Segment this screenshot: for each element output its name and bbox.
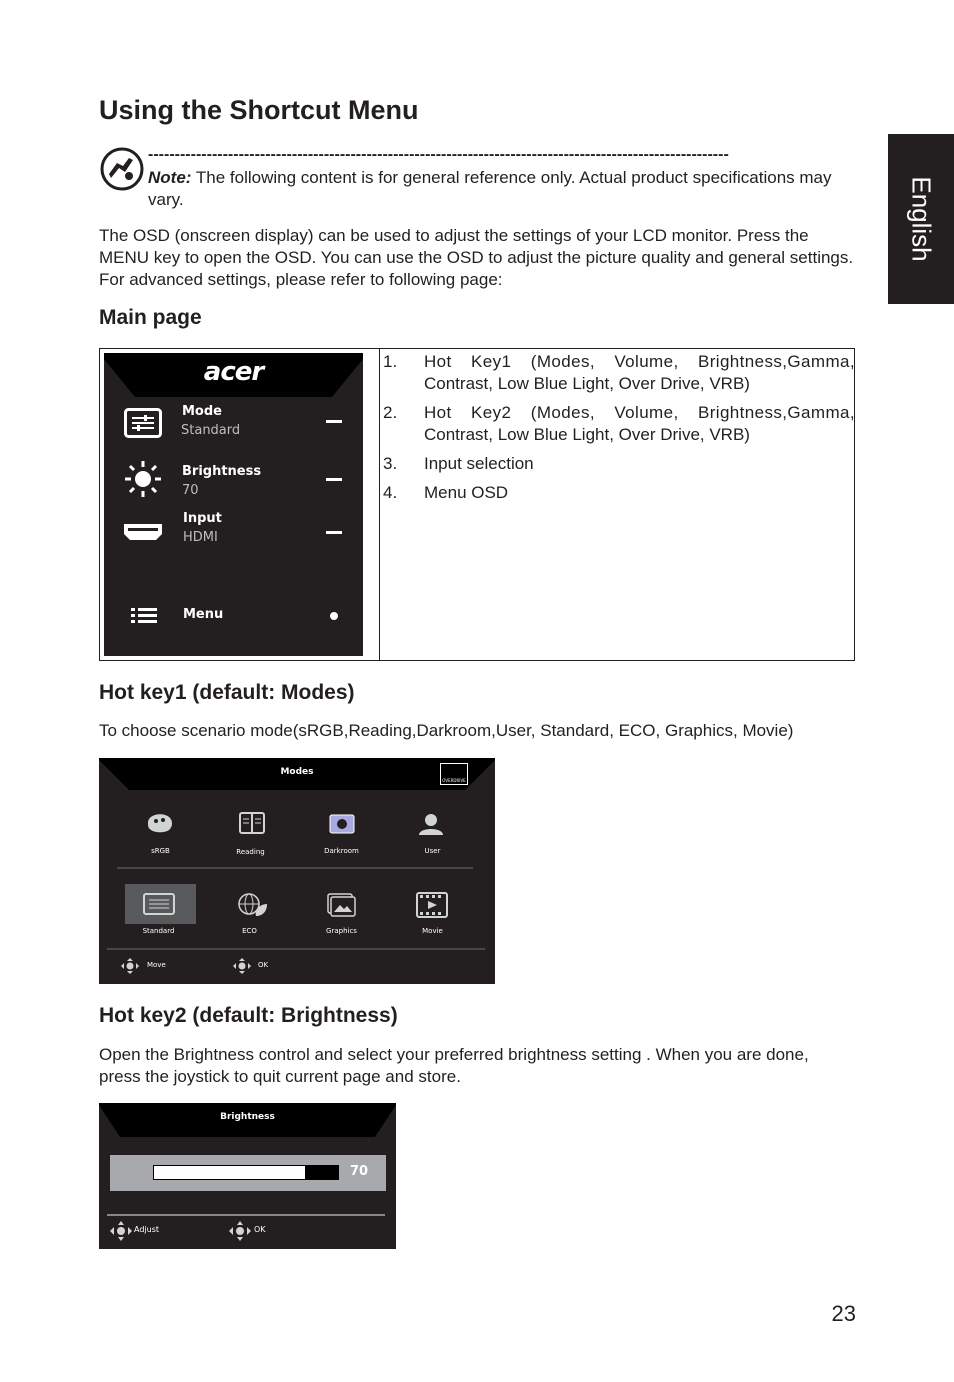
note-body: The following content is for general reference only. Actual product specifications may vary.	[148, 168, 832, 209]
menu-list-icon	[131, 607, 157, 625]
standard-icon	[143, 893, 175, 915]
osd-input-label: Input	[183, 511, 222, 526]
mode-label: ECO	[242, 927, 257, 935]
darkroom-icon	[329, 814, 355, 834]
main-osd-screenshot	[104, 353, 363, 656]
list-item: 1. Hot Key1 (Modes, Volume, Brightness,Gamma, Contrast, Low Blue Light, Over Drive, VRB)	[383, 352, 855, 393]
table-divider	[379, 349, 380, 660]
mode-label: User	[424, 847, 441, 855]
hotkey1-heading: Hot key1 (default: Modes)	[99, 681, 355, 704]
input-key-indicator	[326, 531, 342, 534]
joystick-icon	[233, 958, 251, 974]
osd-menu-label: Menu	[183, 607, 224, 622]
mode-label: Standard	[142, 927, 175, 935]
osd-brightness-label: Brightness	[182, 464, 262, 479]
modes-osd-title: Modes	[280, 767, 314, 777]
move-hint: Move	[147, 961, 166, 969]
movie-icon	[416, 892, 448, 918]
brightness-key-indicator	[326, 478, 342, 481]
hotkey2-description: Open the Brightness control and select your preferred brightness setting . When you are done, press the joystick to quit current page and store.	[99, 1045, 809, 1086]
note-icon	[99, 146, 145, 192]
hdmi-icon	[123, 522, 163, 542]
brightness-osd-title: Brightness	[220, 1112, 275, 1122]
modes-osd-screenshot	[99, 758, 495, 984]
brightness-slider-fill	[154, 1166, 305, 1179]
brightness-value: 70	[350, 1164, 369, 1179]
mode-label: sRGB	[151, 847, 170, 855]
language-tab-label: English	[906, 176, 937, 262]
page-title: Using the Shortcut Menu	[99, 95, 419, 125]
osd-input-value: HDMI	[183, 530, 218, 545]
osd-mode-label: Mode	[182, 404, 222, 419]
intro-paragraph: The OSD (onscreen display) can be used to adjust the settings of your LCD monitor. Press the MENU key to open the OSD. You can use the OSD to adjust the picture quality and general settings. For advanced settings, please refer to following page:	[99, 226, 854, 289]
adjust-hint: Adjust	[134, 1225, 160, 1234]
shortcut-key-list	[383, 351, 855, 511]
srgb-icon	[145, 812, 175, 834]
list-item: 4. Menu OSD	[383, 483, 509, 502]
list-item: 3. Input selection	[383, 454, 534, 473]
language-tab	[888, 134, 954, 304]
note-divider: -------------------------------------------------------------------------------------------------------------	[148, 146, 729, 163]
mode-label: Movie	[422, 927, 443, 935]
mode-label: Graphics	[326, 927, 357, 935]
acer-logo: acer	[203, 357, 264, 387]
joystick-icon	[229, 1221, 251, 1241]
user-icon	[417, 812, 445, 836]
menu-key-indicator	[330, 612, 338, 620]
mode-key-indicator	[326, 420, 342, 423]
brightness-icon	[124, 460, 162, 498]
joystick-icon	[110, 1221, 132, 1241]
overdrive-badge: OVERDRIVE	[440, 763, 468, 785]
brightness-osd-screenshot	[99, 1103, 396, 1249]
mode-icon	[124, 408, 162, 438]
joystick-icon	[121, 958, 139, 974]
page-number: 23	[831, 1301, 856, 1326]
ok-hint: OK	[254, 1225, 266, 1234]
mode-label: Darkroom	[324, 847, 359, 855]
list-item: 2. Hot Key2 (Modes, Volume, Brightness,Gamma, Contrast, Low Blue Light, Over Drive, VRB)	[383, 403, 855, 444]
osd-brightness-value: 70	[182, 483, 199, 498]
hotkey2-heading: Hot key2 (default: Brightness)	[99, 1004, 398, 1027]
brightness-slider[interactable]	[153, 1165, 339, 1180]
mode-label: Reading	[236, 848, 265, 856]
main-page-heading: Main page	[99, 306, 202, 329]
ok-hint: OK	[258, 961, 269, 969]
reading-icon	[239, 812, 265, 834]
hotkey1-description: To choose scenario mode(sRGB,Reading,Darkroom,User, Standard, ECO, Graphics, Movie)	[99, 721, 794, 740]
note-label: Note:	[148, 168, 192, 187]
graphics-icon	[327, 893, 357, 917]
osd-mode-value: Standard	[181, 423, 241, 438]
note-text	[148, 167, 860, 211]
eco-icon	[236, 892, 268, 918]
